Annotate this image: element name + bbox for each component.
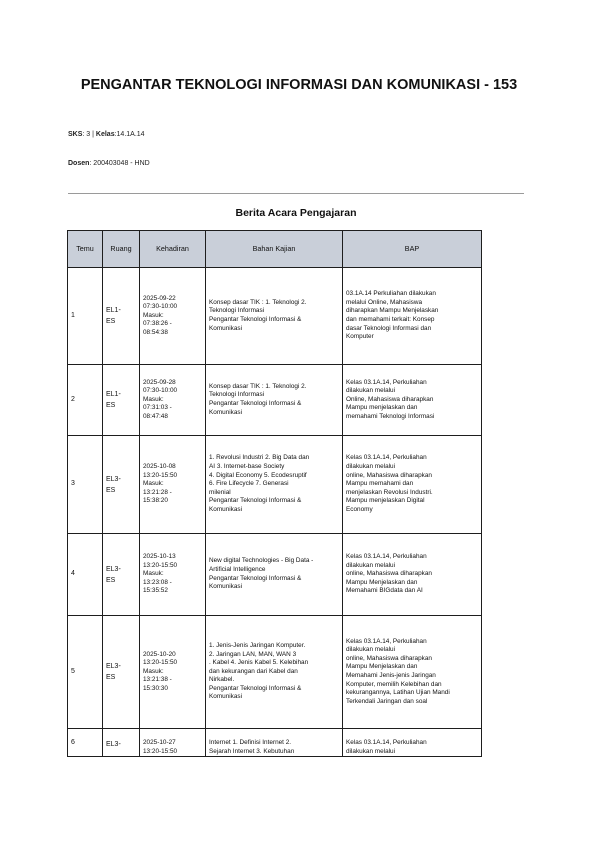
cell-bap: Kelas 03.1A.14, Perkuliahan dilakukan melalui Online, Mahasiswa diharapkan Mampu menjelaskan dan memahami Teknologi Informasi	[343, 365, 482, 436]
col-header-kehadiran: Kehadiran	[140, 231, 206, 268]
cell-ruang: EL1- ES	[103, 365, 140, 436]
sks-label: SKS	[68, 131, 83, 138]
kelas-label: Kelas	[95, 131, 115, 138]
cell-ruang: EL1- ES	[103, 268, 140, 365]
course-meta	[68, 131, 145, 138]
cell-ruang: EL3- ES	[103, 436, 140, 534]
cell-kehadiran: 2025-10-08 13:20-15:50 Masuk: 13:21:28 - 15:38:20	[140, 436, 206, 534]
cell-temu: 1	[68, 268, 103, 365]
section-title: Berita Acara Pengajaran	[235, 207, 357, 219]
table-row	[68, 268, 482, 365]
cell-bap: 03.1A.14 Perkuliahan dilakukan melalui Online, Mahasiswa diharapkan Mampu Menjelaskan dan memahami terkait: Konsep dasar Teknologi Informasi dan Komputer	[343, 268, 482, 365]
sks-value: : 3 |	[82, 131, 96, 138]
cell-temu: 6	[68, 729, 103, 757]
cell-kehadiran: 2025-09-28 07:30-10:00 Masuk: 07:31:03 - 08:47:48	[140, 365, 206, 436]
table-row	[68, 436, 482, 534]
cell-bap: Kelas 03.1A.14, Perkuliahan dilakukan melalui online, Mahasiswa diharapkan Mampu Menjelaskan dan Memahami Jenis-jenis Jaringan Komputer, memilih Kelebihan dan kekurangannya, Latihan Ujian Mandi Terkendali Jaringan dan soal	[343, 616, 482, 729]
cell-bahan-kajian: Konsep dasar TIK : 1. Teknologi 2. Teknologi Informasi Pengantar Teknologi Informasi & Komunikasi	[206, 365, 343, 436]
cell-bap: Kelas 03.1A.14, Perkuliahan dilakukan melalui online, Mahasiswa diharapkan Mampu memahami dan menjelaskan Revolusi Industri. Mampu menjelaskan Digital Economy	[343, 436, 482, 534]
dosen-label: Dosen	[68, 160, 90, 167]
cell-bahan-kajian: Internet 1. Definisi Internet 2. Sejarah Internet 3. Kebutuhan	[206, 729, 343, 757]
cell-bahan-kajian: New digital Technologies - Big Data - Artificial Intelligence Pengantar Teknologi Informasi & Komunikasi	[206, 534, 343, 616]
dosen-value: : 200403048 - HND	[89, 160, 150, 167]
cell-bahan-kajian: 1. Jenis-Jenis Jaringan Komputer. 2. Jaringan LAN, MAN, WAN 3 . Kabel 4. Jenis Kabel 5. Kelebihan dan kekurangan dari Kabel dan Nirkabel. Pengantar Teknologi Informasi & Komunikasi	[206, 616, 343, 729]
page-title: PENGANTAR TEKNOLOGI INFORMASI DAN KOMUNIKASI - 153	[80, 77, 518, 93]
cell-temu: 4	[68, 534, 103, 616]
cell-temu: 2	[68, 365, 103, 436]
divider	[68, 193, 524, 194]
table-header-row	[68, 231, 482, 268]
cell-kehadiran: 2025-09-22 07:30-10:00 Masuk: 07:38:26 - 08:54:38	[140, 268, 206, 365]
cell-ruang: EL3- ES	[103, 616, 140, 729]
table-row	[68, 365, 482, 436]
lecturer-meta	[68, 160, 150, 167]
cell-ruang: EL3- ES	[103, 534, 140, 616]
table-row	[68, 534, 482, 616]
col-header-temu: Temu	[68, 231, 103, 268]
kelas-value: :14.1A.14	[114, 131, 145, 138]
col-header-ruang: Ruang	[103, 231, 140, 268]
cell-temu: 3	[68, 436, 103, 534]
cell-ruang: EL3-	[103, 729, 140, 757]
cell-bap: Kelas 03.1A.14, Perkuliahan dilakukan melalui	[343, 729, 482, 757]
cell-kehadiran: 2025-10-20 13:20-15:50 Masuk: 13:21:38 - 15:30:30	[140, 616, 206, 729]
cell-kehadiran: 2025-10-27 13:20-15:50	[140, 729, 206, 757]
cell-bap: Kelas 03.1A.14, Perkuliahan dilakukan melalui online, Mahasiswa diharapkan Mampu Menjelaskan dan Memahami BIGdata dan AI	[343, 534, 482, 616]
table-clip	[66, 230, 484, 768]
cell-bahan-kajian: 1. Revolusi Industri 2. Big Data dan AI 3. Internet-base Society 4. Digital Economy 5. Ecodesruptif 6. Fire Lifecycle 7. Generasi milenial Pengantar Teknologi Informasi & Komunikasi	[206, 436, 343, 534]
bap-table	[67, 230, 482, 757]
col-header-bap: BAP	[343, 231, 482, 268]
table-row	[68, 729, 482, 757]
cell-kehadiran: 2025-10-13 13:20-15:50 Masuk: 13:23:08 - 15:35:52	[140, 534, 206, 616]
table-row	[68, 616, 482, 729]
cell-bahan-kajian: Konsep dasar TIK : 1. Teknologi 2. Teknologi Informasi Pengantar Teknologi Informasi & Komunikasi	[206, 268, 343, 365]
col-header-bahan-kajian: Bahan Kajian	[206, 231, 343, 268]
cell-temu: 5	[68, 616, 103, 729]
